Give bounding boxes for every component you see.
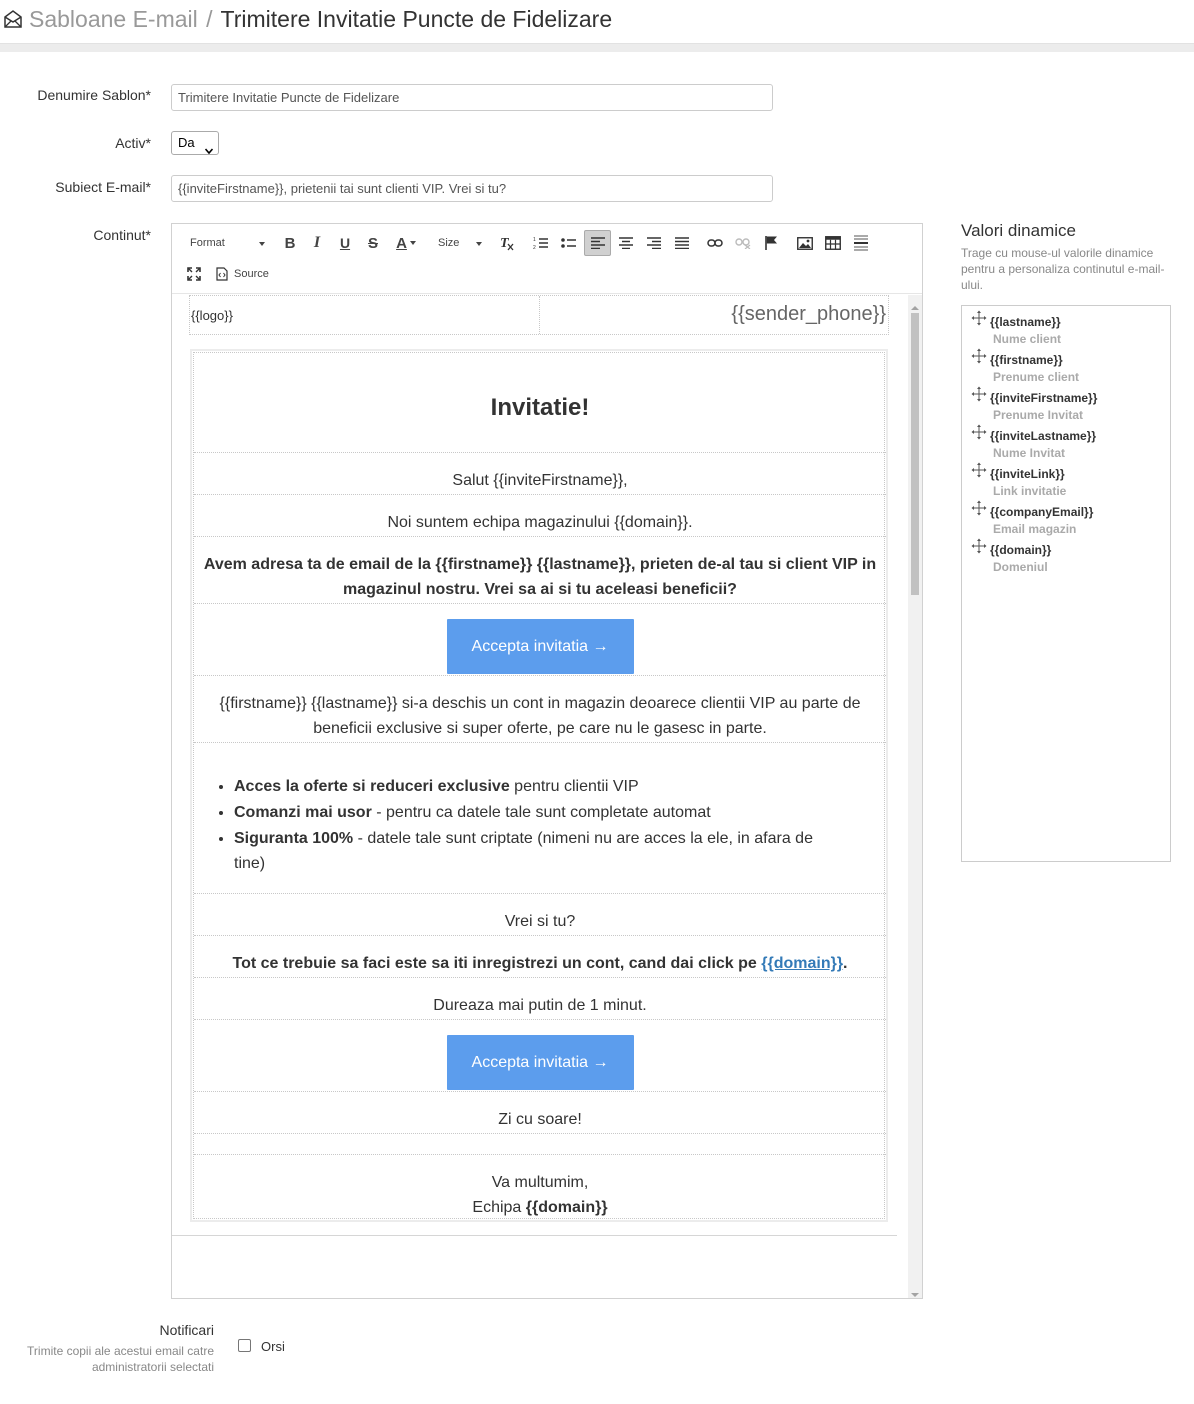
image-icon bbox=[797, 237, 813, 250]
move-icon bbox=[971, 386, 987, 402]
subject-label: Subiect E-mail* bbox=[55, 179, 151, 195]
format-dropdown[interactable] bbox=[182, 231, 267, 255]
caret-down-icon bbox=[259, 242, 265, 246]
benefits-row bbox=[194, 743, 886, 894]
dynamic-value-companyemail[interactable] bbox=[971, 500, 1161, 538]
subject-input[interactable]: {{inviteFirstname}}, prietenii tai sunt clienti VIP. Vrei si tu? bbox=[171, 175, 773, 202]
benefit-text: - datele tale sunt criptate (nimeni nu are acces la ele, in afara de tine) bbox=[234, 830, 813, 872]
horizontal-rule-icon bbox=[854, 235, 868, 251]
move-icon bbox=[971, 500, 987, 516]
template-name-input[interactable]: Trimitere Invitatie Puncte de Fidelizare bbox=[171, 84, 773, 111]
spacer-row bbox=[194, 1134, 886, 1155]
maximize-icon bbox=[187, 267, 201, 281]
align-left-button[interactable] bbox=[584, 230, 611, 256]
content-divider bbox=[172, 1235, 897, 1236]
dynamic-value-key: {{inviteLink}} bbox=[990, 467, 1065, 481]
email-header-table bbox=[189, 295, 889, 335]
source-icon bbox=[216, 267, 228, 281]
benefit-item bbox=[234, 825, 834, 876]
dynamic-value-desc: Nume Invitat bbox=[993, 446, 1066, 460]
bullet-list-button[interactable] bbox=[557, 231, 581, 255]
breadcrumb-current: Trimitere Invitatie Puncte de Fidelizare bbox=[220, 6, 613, 32]
numbered-list-icon bbox=[533, 236, 549, 250]
move-icon bbox=[971, 538, 987, 554]
benefits-list bbox=[194, 773, 834, 876]
sender-phone-placeholder: {{sender_phone}} bbox=[731, 303, 886, 325]
format-dropdown-label: Format bbox=[190, 237, 225, 249]
move-icon bbox=[971, 424, 987, 440]
active-label: Activ* bbox=[115, 135, 151, 151]
bold-button[interactable]: B bbox=[284, 234, 296, 252]
strikethrough-button[interactable]: S bbox=[367, 234, 378, 252]
email-body bbox=[190, 349, 888, 1222]
maximize-button[interactable] bbox=[182, 262, 206, 286]
email-title-row bbox=[194, 353, 886, 453]
svg-text:1: 1 bbox=[533, 237, 536, 243]
domain-link[interactable]: {{domain}} bbox=[761, 955, 844, 972]
team-text bbox=[194, 1195, 886, 1220]
logo-placeholder: {{logo}} bbox=[190, 296, 540, 334]
active-select[interactable] bbox=[171, 131, 219, 155]
wish-row: Zi cu soare! bbox=[194, 1092, 886, 1134]
dynamic-value-key: {{companyEmail}} bbox=[990, 505, 1094, 519]
unlink-icon bbox=[735, 237, 751, 249]
dynamic-value-firstname[interactable] bbox=[971, 348, 1161, 386]
dynamic-value-desc: Prenume client bbox=[993, 370, 1080, 384]
benefit-item bbox=[234, 773, 834, 799]
dynamic-value-key: {{firstname}} bbox=[990, 353, 1063, 367]
rich-text-editor bbox=[171, 223, 923, 1299]
table-button[interactable] bbox=[821, 231, 845, 255]
source-button[interactable] bbox=[216, 262, 278, 286]
benefit-text: pentru clientii VIP bbox=[509, 778, 639, 795]
duration-row: Dureaza mai putin de 1 minut. bbox=[194, 978, 886, 1020]
dynamic-value-desc: Link invitatie bbox=[993, 484, 1067, 498]
notify-orsi-label[interactable]: Orsi bbox=[261, 1339, 285, 1354]
link-icon bbox=[707, 238, 723, 248]
horizontal-rule-button[interactable] bbox=[849, 231, 873, 255]
benefit-title: Acces la oferte si reduceri exclusive bbox=[234, 778, 510, 795]
content-label: Continut* bbox=[93, 227, 151, 243]
dynamic-value-desc: Prenume Invitat bbox=[993, 408, 1084, 422]
greeting-row: Salut {{inviteFirstname}}, bbox=[194, 453, 886, 495]
svg-text:2: 2 bbox=[533, 245, 536, 250]
notifications-label: Notificari bbox=[159, 1322, 214, 1338]
underline-button[interactable]: U bbox=[339, 235, 351, 251]
email-title: Invitatie! bbox=[490, 394, 590, 421]
numbered-list-button[interactable] bbox=[529, 231, 553, 255]
dynamic-value-invitelink[interactable] bbox=[971, 462, 1161, 500]
benefit-title: Siguranta 100% bbox=[234, 830, 354, 847]
team-domain: {{domain}} bbox=[525, 1199, 608, 1216]
font-color-button[interactable] bbox=[392, 231, 420, 255]
intro-row: Noi suntem echipa magazinului {{domain}}. bbox=[194, 495, 886, 537]
dynamic-value-lastname[interactable] bbox=[971, 310, 1161, 348]
caret-down-icon bbox=[476, 242, 482, 246]
image-button[interactable] bbox=[793, 231, 817, 255]
header-divider bbox=[0, 44, 1194, 52]
editor-toolbar bbox=[172, 224, 922, 294]
dynamic-values-description: Trage cu mouse-ul valorile dinamice pentru a personaliza continutul e-mail-ului. bbox=[961, 246, 1165, 292]
svg-text:T: T bbox=[500, 236, 509, 251]
page-title bbox=[29, 6, 612, 33]
align-center-icon bbox=[619, 237, 633, 249]
align-left-icon bbox=[591, 237, 605, 249]
question-row: Vrei si tu? bbox=[194, 894, 886, 936]
chevron-down-icon bbox=[205, 140, 213, 148]
notify-orsi-checkbox[interactable] bbox=[238, 1339, 251, 1352]
breadcrumb-sabloane[interactable]: Sabloane E-mail bbox=[29, 6, 198, 32]
benefit-title: Comanzi mai usor bbox=[234, 804, 372, 821]
breadcrumb-separator: / bbox=[206, 6, 213, 32]
signature-row bbox=[194, 1155, 886, 1220]
benefit-item bbox=[234, 799, 834, 825]
table-icon bbox=[825, 236, 841, 250]
template-name-label: Denumire Sablon* bbox=[37, 87, 151, 103]
instruction-text: Tot ce trebuie sa faci este sa iti inregistrezi un cont, cand dai click pe bbox=[232, 955, 762, 972]
source-label: Source bbox=[234, 268, 269, 280]
editor-content-area[interactable] bbox=[172, 295, 907, 1298]
unlink-button[interactable] bbox=[731, 231, 755, 255]
accept-invitation-button-2[interactable]: Accepta invitatia → bbox=[447, 1035, 634, 1090]
notifications-description: Trimite copii ale acestui email catre administratorii selectati bbox=[27, 1344, 214, 1374]
dynamic-value-key: {{lastname}} bbox=[990, 315, 1061, 329]
align-right-icon bbox=[647, 237, 661, 249]
editor-scrollbar[interactable] bbox=[908, 295, 922, 1298]
dynamic-value-desc: Domeniul bbox=[993, 560, 1048, 574]
move-icon bbox=[971, 462, 987, 478]
align-center-button[interactable] bbox=[614, 231, 638, 255]
scroll-up-icon[interactable] bbox=[911, 299, 919, 307]
scroll-down-icon[interactable] bbox=[911, 1286, 919, 1294]
dynamic-value-key: {{inviteFirstname}} bbox=[990, 391, 1098, 405]
team-prefix: Echipa bbox=[472, 1199, 526, 1216]
thanks-text: Va multumim, bbox=[491, 1174, 589, 1191]
flag-icon bbox=[764, 235, 778, 251]
justify-icon bbox=[675, 237, 689, 249]
pitch-row: Avem adresa ta de email de la {{firstname}} {{lastname}}, prieten de-al tau si client VIP in magazinul nostru. Vrei sa ai si tu aceleasi beneficii? bbox=[194, 537, 886, 604]
dynamic-value-key: {{inviteLastname}} bbox=[990, 429, 1097, 443]
font-color-icon: A bbox=[396, 234, 407, 252]
accept-invitation-button[interactable]: Accepta invitatia → bbox=[447, 619, 634, 674]
size-dropdown[interactable] bbox=[434, 231, 484, 255]
move-icon bbox=[971, 310, 987, 326]
remove-format-button[interactable] bbox=[495, 231, 519, 255]
dynamic-value-invitelastname[interactable] bbox=[971, 424, 1161, 462]
dynamic-values-list bbox=[961, 305, 1171, 862]
bullet-list-icon bbox=[561, 236, 577, 250]
dynamic-value-desc: Email magazin bbox=[993, 522, 1077, 536]
envelope-open-icon bbox=[3, 9, 23, 29]
email-body-table bbox=[193, 352, 885, 1219]
move-icon bbox=[971, 348, 987, 364]
justify-button[interactable] bbox=[670, 231, 694, 255]
dynamic-values-title: Valori dinamice bbox=[961, 221, 1076, 240]
align-right-button[interactable] bbox=[642, 231, 666, 255]
anchor-button[interactable] bbox=[759, 231, 783, 255]
scrollbar-thumb[interactable] bbox=[911, 313, 919, 595]
benefit-text: - pentru ca datele tale sunt completate automat bbox=[371, 804, 711, 821]
instruction-suffix: . bbox=[843, 955, 848, 972]
cta-row bbox=[194, 604, 886, 676]
explanation-row: {{firstname}} {{lastname}} si-a deschis un cont in magazin deoarece clientii VIP au parte de beneficii exclusive si super oferte, pe care nu le gasesc in parte. bbox=[194, 676, 886, 743]
cta-row-2 bbox=[194, 1020, 886, 1092]
dynamic-value-invitefirstname[interactable] bbox=[971, 386, 1161, 424]
dynamic-value-desc: Nume client bbox=[993, 332, 1062, 346]
size-dropdown-label: Size bbox=[438, 237, 460, 249]
link-button[interactable] bbox=[703, 231, 727, 255]
caret-down-icon bbox=[410, 241, 416, 245]
dynamic-value-domain[interactable] bbox=[971, 538, 1161, 576]
dynamic-value-key: {{domain}} bbox=[990, 543, 1052, 557]
instruction-row bbox=[194, 936, 886, 978]
clear-format-icon bbox=[499, 235, 515, 251]
page-header bbox=[0, 0, 1194, 44]
italic-button[interactable]: I bbox=[313, 234, 321, 251]
active-select-value: Da bbox=[178, 135, 195, 150]
